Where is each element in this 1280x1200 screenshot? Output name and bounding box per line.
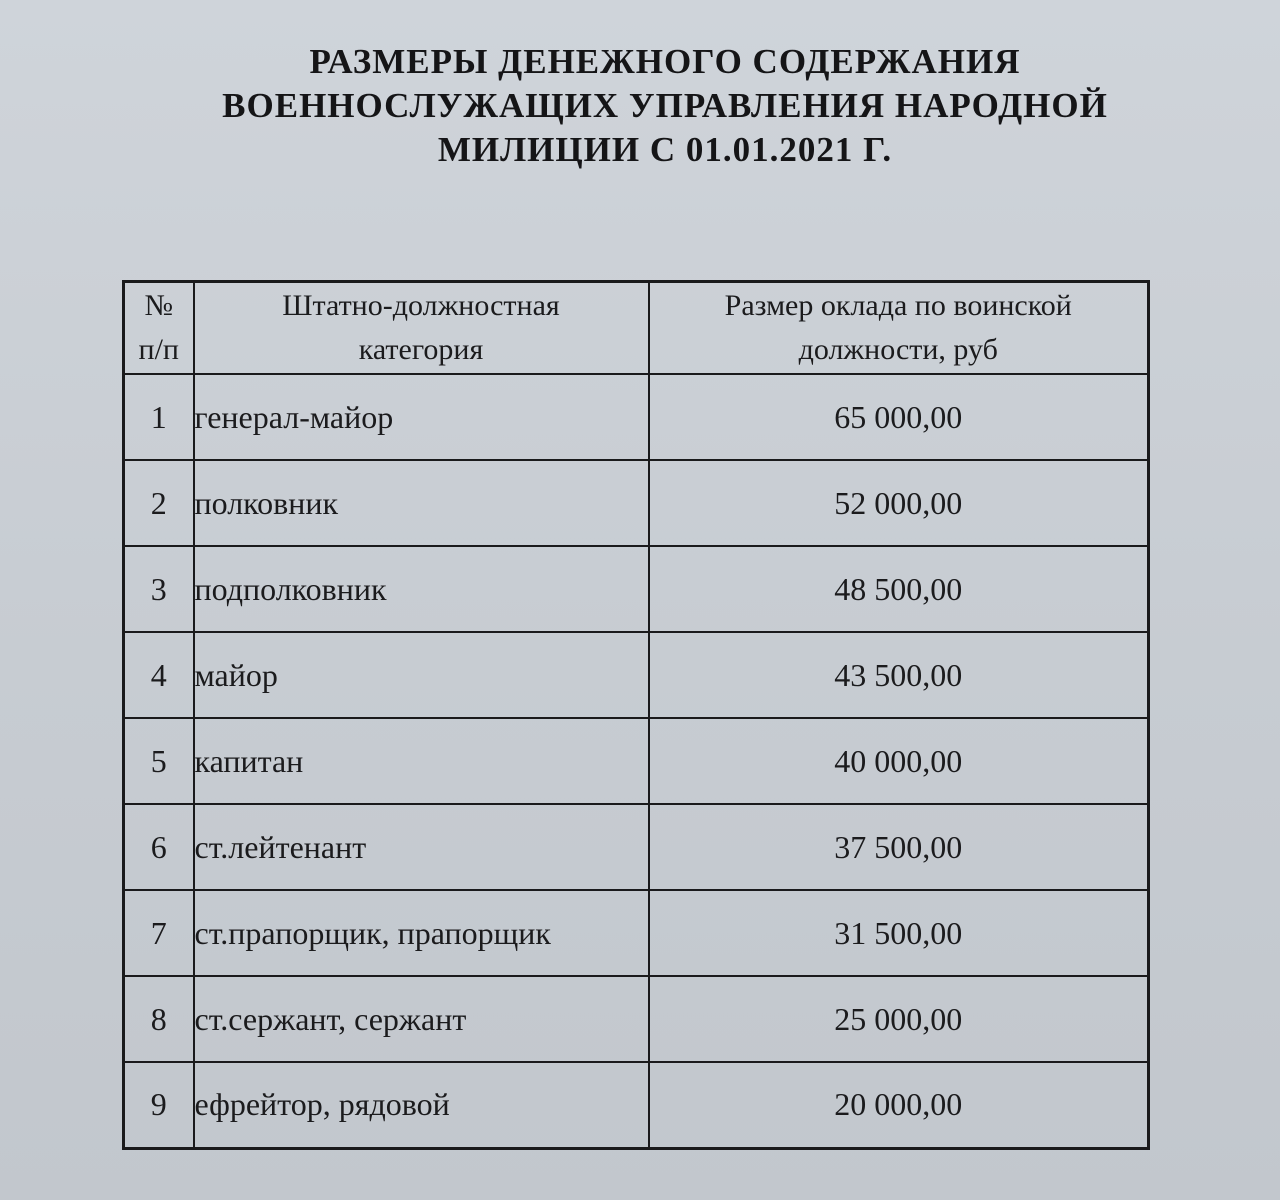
table-row: [124, 976, 1149, 1062]
title-line-1: РАЗМЕРЫ ДЕНЕЖНОГО СОДЕРЖАНИЯ: [309, 42, 1021, 81]
table-row: [124, 718, 1149, 804]
table-row: [124, 1062, 1149, 1148]
row-number: 3: [124, 546, 194, 632]
salary-table: [122, 280, 1150, 1150]
row-salary: 31 500,00: [649, 890, 1149, 976]
row-number: 8: [124, 976, 194, 1062]
header-category-line-2: категория: [358, 333, 484, 366]
header-number-line-1: №: [144, 289, 174, 322]
row-salary: 25 000,00: [649, 976, 1149, 1062]
table-row: [124, 460, 1149, 546]
row-number: 7: [124, 890, 194, 976]
row-salary: 48 500,00: [649, 546, 1149, 632]
row-category: генерал-майор: [194, 374, 649, 460]
row-number: 6: [124, 804, 194, 890]
table-row: [124, 804, 1149, 890]
row-salary: 65 000,00: [649, 374, 1149, 460]
row-number: 2: [124, 460, 194, 546]
header-category-line-1: Штатно-должностная: [282, 289, 560, 322]
row-category: капитан: [194, 718, 649, 804]
table-header-row: [124, 282, 1149, 375]
row-salary: 40 000,00: [649, 718, 1149, 804]
row-category: ефрейтор, рядовой: [194, 1062, 649, 1148]
row-category: подполковник: [194, 546, 649, 632]
row-salary: 43 500,00: [649, 632, 1149, 718]
row-category: ст.лейтенант: [194, 804, 649, 890]
header-category: [194, 282, 649, 375]
header-number: [124, 282, 194, 375]
row-number: 5: [124, 718, 194, 804]
row-salary: 20 000,00: [649, 1062, 1149, 1148]
header-salary: [649, 282, 1149, 375]
row-category: ст.сержант, сержант: [194, 976, 649, 1062]
row-salary: 52 000,00: [649, 460, 1149, 546]
row-number: 9: [124, 1062, 194, 1148]
row-salary: 37 500,00: [649, 804, 1149, 890]
table-row: [124, 890, 1149, 976]
table-row: [124, 632, 1149, 718]
row-category: майор: [194, 632, 649, 718]
title-line-3: МИЛИЦИИ С 01.01.2021 Г.: [437, 130, 893, 169]
row-number: 1: [124, 374, 194, 460]
document-title: [0, 40, 1280, 172]
table-row: [124, 374, 1149, 460]
row-number: 4: [124, 632, 194, 718]
table-row: [124, 546, 1149, 632]
row-category: полковник: [194, 460, 649, 546]
header-number-line-2: п/п: [138, 333, 179, 366]
row-category: ст.прапорщик, прапорщик: [194, 890, 649, 976]
header-salary-line-1: Размер оклада по воинской: [724, 289, 1072, 322]
title-line-2: ВОЕННОСЛУЖАЩИХ УПРАВЛЕНИЯ НАРОДНОЙ: [222, 86, 1108, 125]
header-salary-line-2: должности, руб: [798, 333, 998, 366]
